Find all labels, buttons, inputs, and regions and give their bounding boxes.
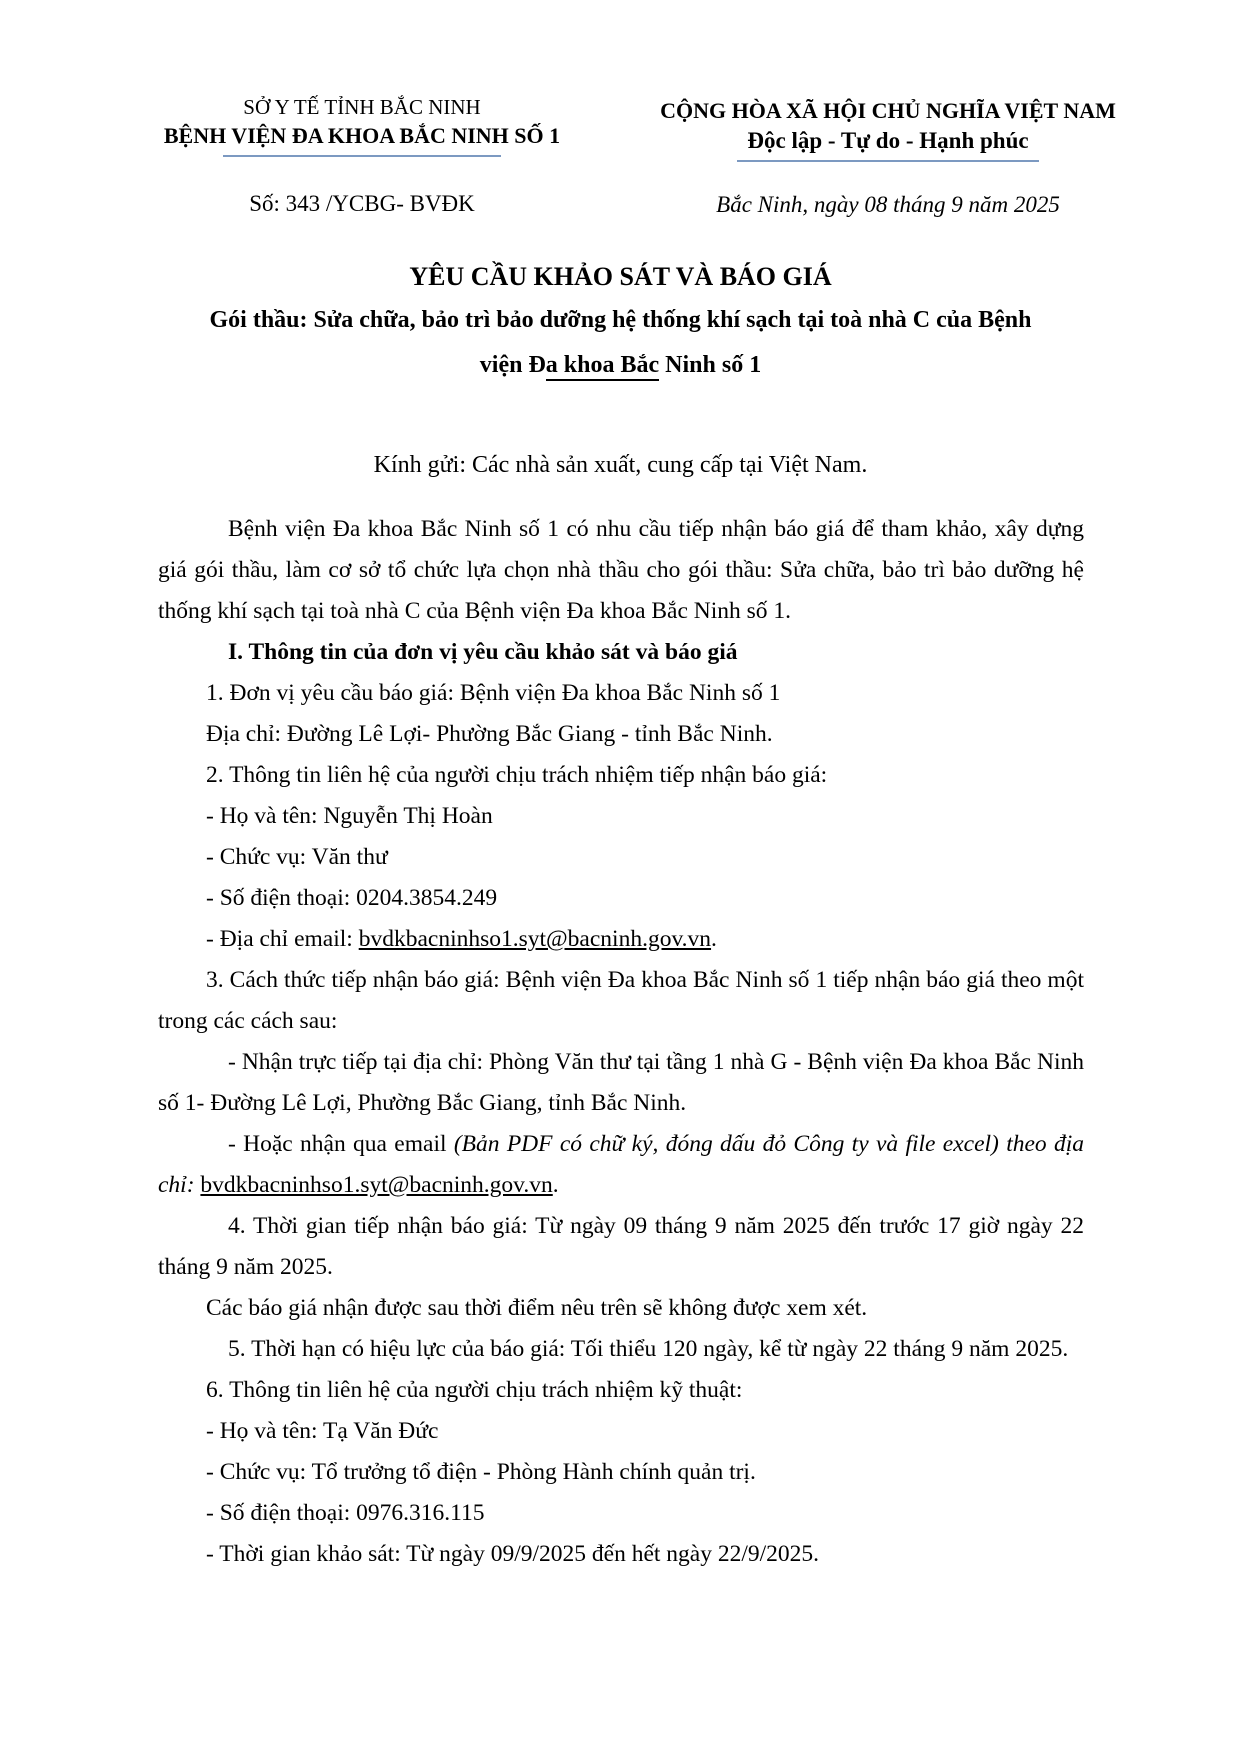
- document-title: YÊU CẦU KHẢO SÁT VÀ BÁO GIÁ: [409, 262, 832, 291]
- text-segment: Bệnh viện Đa khoa Bắc Ninh số 1 có nhu cầu tiếp nhận báo giá để tham khảo, xây dựng giá gói thầu, làm cơ sở tổ chức lựa chọn nhà thầu cho gói thầu: Sửa chữa, bảo trì bảo dưỡng hệ thống khí sạch tại toà nhà C của Bệnh viện Đa khoa Bắc Ninh số 1.: [158, 516, 1084, 624]
- national-motto-line1: CỘNG HÒA XÃ HỘI CHỦ NGHĨA VIỆT NAM: [660, 98, 1116, 123]
- place-date-line: Bắc Ninh, ngày 08 tháng 9 năm 2025: [716, 192, 1060, 217]
- text-segment: 3. Cách thức tiếp nhận báo giá: Bệnh viện Đa khoa Bắc Ninh số 1 tiếp nhận báo giá theo một trong các cách sau:: [158, 967, 1084, 1034]
- subtitle-line2-post: Ninh số 1: [659, 352, 762, 378]
- header-right-rule: [737, 160, 1039, 162]
- text-segment: - Chức vụ: Văn thư: [206, 844, 388, 870]
- method-direct-line: [158, 1042, 1084, 1124]
- section-heading-1: [158, 632, 1084, 673]
- contact-position-line: [158, 837, 1084, 878]
- method-email-line: [158, 1124, 1084, 1206]
- item-6-technical-contact: [158, 1370, 1084, 1411]
- item-3-receiving-method: [158, 960, 1084, 1042]
- document-subtitle: [0, 298, 1241, 388]
- text-segment: Các báo giá nhận được sau thời điểm nêu trên sẽ không được xem xét.: [206, 1295, 868, 1321]
- header-left-rule: [223, 155, 501, 157]
- text-segment: - Số điện thoại: 0204.3854.249: [206, 885, 498, 911]
- text-segment: - Họ và tên: Nguyễn Thị Hoàn: [206, 803, 493, 829]
- text-segment: 4. Thời gian tiếp nhận báo giá: Từ ngày 09 tháng 9 năm 2025 đến trước 17 giờ ngày 22 tháng 9 năm 2025.: [158, 1213, 1084, 1280]
- header-right-block: [623, 95, 1153, 218]
- text-segment: - Họ và tên: Tạ Văn Đức: [206, 1418, 439, 1444]
- text-segment: - Thời gian khảo sát: Từ ngày 09/9/2025 đến hết ngày 22/9/2025.: [206, 1541, 820, 1567]
- item-4-receiving-time: [158, 1206, 1084, 1288]
- contact-email-line: [158, 919, 1084, 960]
- tech-position-line: [158, 1452, 1084, 1493]
- text-segment: - Địa chỉ email:: [206, 926, 359, 952]
- item-5-validity: [158, 1329, 1084, 1370]
- text-segment: .: [711, 926, 717, 952]
- intro-paragraph: [158, 509, 1084, 632]
- issuing-authority: SỞ Y TẾ TỈNH BẮC NINH: [243, 95, 481, 119]
- contact-name-line: [158, 796, 1084, 837]
- text-segment: - Hoặc nhận qua email: [228, 1131, 454, 1157]
- text-segment: 5. Thời hạn có hiệu lực của báo giá: Tối thiểu 120 ngày, kể từ ngày 22 tháng 9 năm 2025.: [228, 1336, 1069, 1362]
- tech-name-line: [158, 1411, 1084, 1452]
- document-body: [158, 509, 1084, 1575]
- hospital-name: BỆNH VIỆN ĐA KHOA BẮC NINH SỐ 1: [163, 123, 561, 148]
- text-segment: - Số điện thoại: 0976.316.115: [206, 1500, 485, 1526]
- subtitle-line-1: Gói thầu: Sửa chữa, bảo trì bảo dưỡng hệ thống khí sạch tại toà nhà C của Bệnh: [209, 307, 1032, 333]
- text-segment: I. Thông tin của đơn vị yêu cầu khảo sát và báo giá: [228, 639, 738, 665]
- document-number: Số: 343 /YCBG- BVĐK: [249, 191, 475, 216]
- survey-time-line: [158, 1534, 1084, 1575]
- text-segment: .: [552, 1172, 559, 1198]
- document-header: [0, 0, 1241, 218]
- tech-phone-line: [158, 1493, 1084, 1534]
- subtitle-line2-underlined: a khoa Bắc: [546, 352, 659, 381]
- subtitle-line2-pre: viện Đ: [479, 352, 546, 378]
- address-line: [158, 714, 1084, 755]
- text-segment: Địa chỉ: Đường Lê Lợi- Phường Bắc Giang - tỉnh Bắc Ninh.: [206, 721, 773, 747]
- salutation-line: Kính gửi: Các nhà sản xuất, cung cấp tại Việt Nam.: [373, 452, 868, 478]
- text-segment: 2. Thông tin liên hệ của người chịu trách nhiệm tiếp nhận báo giá:: [206, 762, 828, 788]
- header-left-block: [112, 95, 612, 218]
- item-1-requesting-unit: [158, 673, 1084, 714]
- email-link[interactable]: bvdkbacninhso1.syt@bacninh.gov.vn: [358, 926, 712, 952]
- text-segment: (Bản PDF có chữ ký, đóng dấu đỏ Công ty và file excel) theo địa chỉ:: [158, 1131, 1085, 1198]
- contact-phone-line: [158, 878, 1084, 919]
- text-segment: - Chức vụ: Tổ trưởng tổ điện - Phòng Hành chính quản trị.: [206, 1459, 756, 1485]
- national-motto-line2: Độc lập - Tự do - Hạnh phúc: [747, 128, 1029, 153]
- late-quote-note: [158, 1288, 1084, 1329]
- text-segment: - Nhận trực tiếp tại địa chỉ: Phòng Văn thư tại tầng 1 nhà G - Bệnh viện Đa khoa Bắc Ninh số 1- Đường Lê Lợi, Phường Bắc Giang, tỉnh Bắc Ninh.: [158, 1049, 1084, 1116]
- subtitle-line-2: [0, 343, 1241, 388]
- email-link[interactable]: bvdkbacninhso1.syt@bacninh.gov.vn: [200, 1172, 553, 1198]
- text-segment: 1. Đơn vị yêu cầu báo giá: Bệnh viện Đa khoa Bắc Ninh số 1: [206, 680, 781, 706]
- item-2-contact-info: [158, 755, 1084, 796]
- text-segment: 6. Thông tin liên hệ của người chịu trách nhiệm kỹ thuật:: [206, 1377, 743, 1403]
